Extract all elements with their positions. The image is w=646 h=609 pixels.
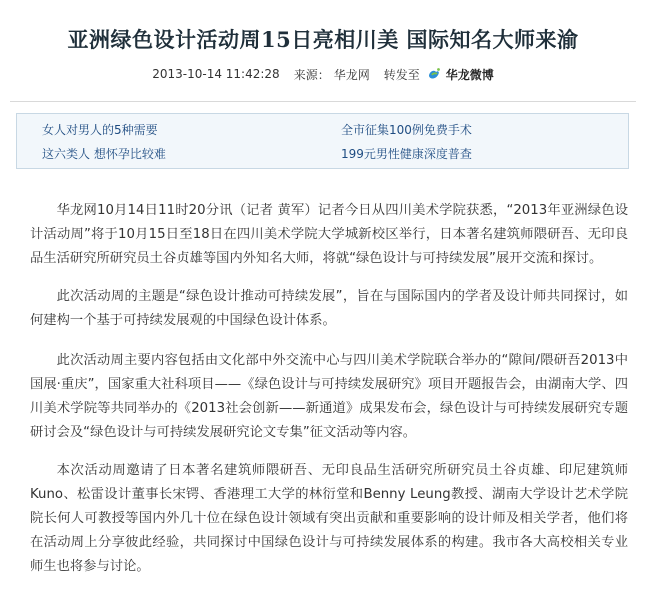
share-weibo-button[interactable] <box>426 66 494 83</box>
article-paragraph: 本次活动周邀请了日本著名建筑师隈研吾、无印良品生活研究所研究员土谷贞雄、印尼建筑师Kuno、松雷设计董事长宋锷、香港理工大学的林衍堂和Benny Leung教授、湖南大学设计艺术学院院长何人可教授等国内外几十位在绿色设计领域有突出贡献和重要影响的设计师及相关学者，他们将在活动周上分享彼此经验，共同探讨中国绿色设计与可持续发展体系的构建。我市各大高校相关专业师生也将参与讨论。 <box>30 463 628 574</box>
related-links-box <box>16 113 629 169</box>
share-label: 转发至 <box>383 67 420 82</box>
article-body <box>30 199 628 593</box>
publish-datetime: 2013-10-14 11:42:28 <box>152 67 280 81</box>
weibo-logo-icon <box>426 66 442 82</box>
related-link[interactable]: 199元男性健康深度普查 <box>341 147 472 161</box>
related-link[interactable]: 全市征集100例免费手术 <box>341 123 472 137</box>
article-paragraph: 华龙网10月14日11时20分讯（记者 黄军）记者今日从四川美术学院获悉，“2013年亚洲绿色设计活动周”将于10月15日至18日在四川美术学院大学城新校区举行，日本著名建筑师隈研吾、无印良品生活研究所研究员土谷贞雄等国内外知名大师，将就“绿色设计与可持续发展”展开交流和探讨。 <box>30 203 628 266</box>
article-title: 亚洲绿色设计活动周15日亮相川美 国际知名大师来渝 <box>67 27 579 52</box>
weibo-label: 华龙微博 <box>445 67 494 82</box>
source-name: 华龙网 <box>333 67 370 82</box>
header-divider <box>10 101 636 102</box>
related-link[interactable]: 这六类人 想怀孕比较难 <box>42 147 166 161</box>
article-paragraph: 此次活动周主要内容包括由文化部中外交流中心与四川美术学院联合举办的“隙间/隈研吾2013中国展·重庆”，国家重大社科项目——《绿色设计与可持续发展研究》项目开题报告会，由湖南大学、四川美术学院等共同举办的《2013社会创新——新通道》成果发布会，绿色设计与可持续发展研究专题研讨会及“绿色设计与可持续发展研究论文专集”征文活动等内容。 <box>30 353 628 440</box>
article-paragraph: 此次活动周的主题是“绿色设计推动可持续发展”，旨在与国际国内的学者及设计师共同探讨，如何建构一个基于可持续发展观的中国绿色设计体系。 <box>30 289 628 328</box>
related-link[interactable]: 女人对男人的5种需要 <box>42 123 158 137</box>
source-label: 来源： <box>293 67 330 82</box>
article-meta <box>0 64 646 84</box>
